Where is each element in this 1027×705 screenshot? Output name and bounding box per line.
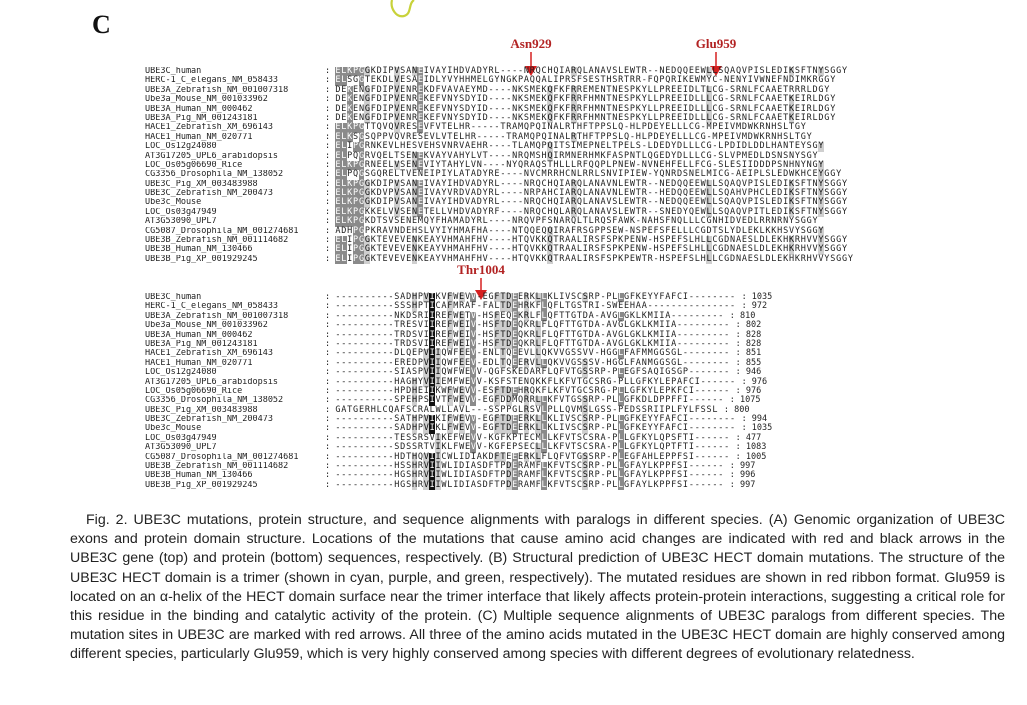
- sequence-name: UBE3C_Zebrafish_NM_200473: [145, 415, 273, 425]
- alignment-row: LOC_Os05g06690_Rice : E L K P G R N E E L V S E N E V I Y T A H Y L V N - - - - N Y Q R A Q S T H L L L R F Q Q P L P N E W - N V N E H F E L L F C G - S L E S I I D D D P S N H N Y N G Y: [145, 159, 824, 170]
- sequence-name: HERC-1_C_elegans_NM_058433: [145, 76, 279, 86]
- sequence-name: CG5087_Drosophila_NM_001274681: [145, 226, 299, 236]
- alignment-row: AT3G53090_UPL7 : - - - - - - - - - - S D S S R T V I K L F W E V V - K G F E P S E C L L L K F V T S C S R A - P L L G F K Y L Q P T F T I - - - - - - : 1083: [145, 442, 767, 453]
- sequence-name: AT3G17205_UPL6_arabidopsis: [145, 377, 279, 387]
- residue-count: : 1075: [729, 395, 761, 406]
- sequence-name: LOC_Os03g47949: [145, 207, 217, 217]
- sequence-residues: E L I P G G K T E V E V E N K E A Y V H M A H F H V - - - - H T Q V K K Q T R A A L I R S F S P K P E N W - H S P E F S L H L L C G D N A E S L D L E K H K R H V V Y S G G Y: [335, 235, 848, 246]
- alignment-row: AT3G53090_UPL7 : E L K P G K D T S V S E N E M Q Y F H A M A D Y R L - - - - N R Q V P F S N A R Q L T L R Q S F A W K - N A H S F N Q L L L C G N H I D V E D L R R N R N Y S G G Y: [145, 216, 818, 227]
- sequence-residues: - - - - - - - - - - S P E H P S I V T F W E V V - E G F D D M Q R R L L K F V T G S S R P - P L L G F K D L D P P F F I - - - - - -: [335, 395, 724, 406]
- figure-caption: [70, 511, 1005, 665]
- sequence-name: AT3G17205_UPL6_arabidopsis: [145, 151, 279, 161]
- alignment-row: UBE3C_Zebrafish_NM_200473 : E L K P G G K D V P V S A N E I V A Y V R D V A D Y R L - - - - N R P A H C I A R Q L A N A V N L E W T R - - H E D Q Q E E W L L S Q A H V P H C L E D I K S F T N Y S G G Y: [145, 188, 848, 199]
- residue-count: : 972: [741, 301, 768, 312]
- sequence-name: HACE1_Zebrafish_XM_696143: [145, 349, 273, 359]
- sequence-name: UBE3A_Zebrafish_NM_001007318: [145, 311, 289, 321]
- sequence-residues: E L K S G S Q P P V Q V R E S E V L V T E L H R - - - - - T R A M Q P Q I N A L R T H F T P P S L Q - H L P D E Y E L L L C G - M P E I V M D W K R N H S L T G Y: [335, 131, 812, 142]
- residue-count: : 996: [729, 470, 756, 481]
- alignment-row: CG5087_Drosophila_NM_001274681 : A D H P G P K R A V N D E H S L V Y I Y H M A F H A - - - - N T Q Q E Q Q I R A F R S G P P S E W - N S P E F S F E L L L C G D T S L Y D L E K L K K H S V Y S G G Y: [145, 225, 824, 236]
- alignment-row: LOC_Os03g47949 : - - - - - - - - - - T E S S R S V I K E F W E V V - K G F K P T E C M L L K F V T S C S R A - P L L G F K Y L Q P S F T I - - - - - - : 477: [145, 432, 762, 443]
- sequence-name: UBE3C_human: [145, 67, 202, 76]
- residue-count: : 994: [741, 414, 768, 425]
- alignment-row: UBE3C_Zebrafish_NM_200473 : - - - - - - - - - - S A T H P V I K I F W E V V - E G F T D E E R K L L K L I V S C S R P - P L L G F K E Y Y F A F C I - - - - - - - - : 994: [145, 414, 768, 425]
- sequence-name: UBE3A_Pig_NM_001243181: [145, 113, 258, 123]
- alignment-row: AT3G17205_UPL6_arabidopsis : E L P Q G R V Q E L T S E N E K V A Y V A H Y L V T - - - - N R Q M S H Q I R M N E R H M K F A S P N T L Q G E D Y D L L L C G - S L V P M E D L D S N S N Y S G Y: [145, 150, 818, 161]
- sequence-residues: D E K E N G F D I P V E N R E K E F V N Y S D Y I D - - - - N K S M E K Q F K F R R F H M N T N E S P K Y L L P R E E I D L L L C G - S R N L F C A A E T K E I R L D G Y: [335, 112, 836, 123]
- sequence-name: UBE3A_Human_NM_000462: [145, 104, 253, 114]
- sequence-residues: E L I P G G K T E V E V E N K E A Y V H M A H F H V - - - - H T Q V K K Q T R A A L I R S F S P K P E N W - H S P E F S L H L L C G D N A E S L D L E K H K R H V V Y S G G Y: [335, 244, 848, 255]
- sequence-residues: - - - - - - - - - - T R D S V I I R E F W E I V - H S F T D E Q K R L F L Q F T T G T D A - A V G L G K L K M I I A - - - - - - - - -: [335, 329, 730, 340]
- alignment-row: CG3356_Drosophila_NM_138052 : - - - - - - - - - - S P E H P S I V T F W E V V - E G F D D M Q R R L L K F V T G S S R P - P L L G F K D L D P P F F I - - - - - - : 1075: [145, 395, 761, 406]
- sequence-name: AT3G53090_UPL7: [145, 217, 217, 227]
- sequence-name: UBE3C_Zebrafish_NM_200473: [145, 189, 273, 199]
- sequence-residues: - - - - - - - - - - S A D H P V I K V F W E V V - E G F T D E E R K L L K L I V S C S R P - P L L G F K E Y Y F A F C I - - - - - - - -: [335, 292, 736, 302]
- sequence-residues: E L K P G R N E E L V S E N E V I Y T A H Y L V N - - - - N Y Q R A Q S T H L L L R F Q Q P L P N E W - N V N E H F E L L F C G - S L E S I I D D D P S N H N Y N G Y: [335, 159, 824, 170]
- sequence-name: UBE3C_Pig_XM_003483988: [145, 405, 258, 415]
- sequence-residues: E L K P G T T Q V Q V R E S E V F V T E L H R - - - - - T R A M Q P Q I N A L R T H F T P P S L Q - H L P D E Y E L L L C G - M P E I V M D W K R N H S L T G Y: [335, 122, 806, 133]
- alignment-row: CG3356_Drosophila_NM_138052 : E L P Q G S G Q R E L T V E N E I P I Y L A T A D Y R E - - - - N V C M R R H C N L R R L S N V I P I E W - Y Q N R D S N E L M I C G - A E I P L S L E D W K H C E Y G G Y: [145, 169, 842, 180]
- alignment-row: LOC_Os05g06690_Rice : - - - - - - - - - - H P D H E I I K W F W E V V - E S F T D E H R Q K F L K F V T G C S R G - P L L G F K Y L E P K F C I - - - - - - : 976: [145, 385, 762, 396]
- sequence-name: CG5087_Drosophila_NM_001274681: [145, 452, 299, 462]
- alignment-row: UBE3B_Human_NM_130466 : E L I P G G K T E V E V E N K E A Y V H M A H F H V - - - - H T Q V K K Q T R A A L I R S F S P K P E N W - H S P E F S L H L L C G D N A E S L D L E K H K R H V V Y S G G Y: [145, 244, 848, 255]
- sequence-name: HACE1_Human_NM_020771: [145, 132, 253, 142]
- residue-count: : 1083: [735, 442, 767, 453]
- sequence-residues: - - - - - - - - - - H S S H R V I I W L I D I A S D F T P D E R A M F L K F V T S C S R P - P L L G F A Y L K P P F S I - - - - - -: [335, 461, 724, 472]
- residue-count: : 1035: [741, 423, 773, 434]
- residue-count: : 976: [741, 376, 768, 387]
- sequence-residues: - - - - - - - - - - S A T H P V I K I F W E V V - E G F T D E E R K L L K L I V S C S R P - P L L G F K E Y Y F A F C I - - - - - - - -: [335, 414, 736, 425]
- sequence-name: LOC_Os12g24080: [145, 142, 217, 152]
- marker-label: Glu959: [695, 36, 737, 51]
- alignment-row: UBE3C_Pig_XM_003483988 : E L K P G G K D I P V S A N E I V A Y I H D V A D Y R L - - - - N R Q C H Q I A R Q L A N A V N L E W T R - - N E D Q Q E E W L L S Q A Q V P I S L E D I K S F T N Y S G G Y: [145, 178, 848, 189]
- sequence-residues: - - - - - - - - - - H A G H Y V I I E M F W E V V - K S F S T E N Q K K F L K F V T G C S R G - P L L G F K Y L E P A F C I - - - - - -: [335, 376, 736, 387]
- sequence-residues: E L K P G G K D I P V S A N E I V A Y I H D V A D Y R L - - - - N R Q C H Q I A R Q L A N A V S L E W T R - - N E D Q Q E E W L L S Q A Q V P I S L E D I K S F T N Y S G G Y: [335, 66, 848, 76]
- sequence-name: LOC_Os05g06690_Rice: [145, 160, 243, 170]
- sequence-residues: E L P Q G R V Q E L T S E N E K V A Y V A H Y L V T - - - - N R Q M S H Q I R M N E R H M K F A S P N T L Q G E D Y D L L L C G - S L V P M E D L D S N S N Y S G Y: [335, 150, 818, 161]
- panel-label: C: [92, 10, 111, 39]
- marker-label: Asn929: [510, 36, 552, 51]
- sequence-residues: - - - - - - - - - - D L Q E P V I I Q W F E E V - E N L T Q E E V L L Q K V V G S S V V - H G G L F A F M M G G S G L - - - - - - - -: [335, 348, 730, 359]
- residue-count: : 810: [729, 310, 756, 321]
- sequence-name: UBE3C_human: [145, 293, 202, 302]
- sequence-name: Ube3a_Mouse_NM_001033962: [145, 95, 268, 105]
- alignment-row: UBE3A_Pig_NM_001243181 : - - - - - - - - - - T R D S V I I R E F W E I V - H S F T D E Q K R L F L Q F T T G T D A - A V G L G K L K M I I A - - - - - - - - - : 828: [145, 338, 762, 349]
- residue-count: : 828: [735, 338, 762, 349]
- alignment-row: HACE1_Human_NM_020771 : E L K S G S Q P P V Q V R E S E V L V T E L H R - - - - - T R A M Q P Q I N A L R T H F T P P S L Q - H L P D E Y E L L L C G - M P E I V M D W K R N H S L T G Y: [145, 131, 812, 142]
- sequence-name: CG3356_Drosophila_NM_138052: [145, 396, 284, 406]
- sequence-name: UBE3B_Pig_XP_001929245: [145, 480, 258, 490]
- sequence-residues: - - - - - - - - - - S S S H P T I C A F M R A F - F A L T D E H R K F L Q F L T G S T R I - S W E E H A A - - - - - - - - - - - - - - -: [335, 301, 736, 312]
- alignment-block-top: [145, 67, 853, 264]
- alignment-row: LOC_Os03g47949 : E L K P G K K E L V V S E N E T E L L V H D V A D Y R F - - - - N R Q C H Q L A R Q L A N A V S L E W T R - - S N E D Y Q E W L L S Q A Q V P I T L E D I K S F T N Y S G G Y: [145, 206, 848, 217]
- sequence-name: UBE3A_Zebrafish_NM_001007318: [145, 85, 289, 95]
- alignment-row: UBE3A_Zebrafish_NM_001007318 : - - - - - - - - - - N K D S R I I R E F W E T V - H S F E Q E K R L F L Q F T T G T D A - A V G L G K L K M I I A - - - - - - - - - : 810: [145, 310, 756, 321]
- sequence-name: HACE1_Zebrafish_XM_696143: [145, 123, 273, 133]
- residue-count: : 828: [735, 329, 762, 340]
- sequence-name: Ube3c_Mouse: [145, 198, 202, 208]
- sequence-residues: - - - - - - - - - - E R E D P V I I Q W F E E V - E D L T Q E E R V L L Q K V V G S S S V - H G G L F A N M G G S G L - - - - - - - -: [335, 357, 730, 368]
- alignment-row: HERC-1_C_elegans_NM_058433 : - - - - - - - - - - S S S H P T I C A F M R A F - F A L T D E H R K F L Q F L T G S T R I - S W E E H A A - - - - - - - - - - - - - - - : 972: [145, 301, 768, 312]
- alignment-row: Ube3a_Mouse_NM_001033962 : D E K E N G F D I P V E N R E K E F V N Y S D Y I D - - - - N K S M E K Q F K F R R F H M N T N E S P K Y L L P R E E I D L L L C G - S R N L F C A A E T K E I R L D G Y: [145, 94, 836, 105]
- sequence-name: Ube3c_Mouse: [145, 424, 202, 434]
- alignment-row: AT3G17205_UPL6_arabidopsis : - - - - - - - - - - H A G H Y V I I E M F W E V V - K S F S T E N Q K K F L K F V T G C S R G - P L L G F K Y L E P A F C I - - - - - - : 976: [145, 376, 768, 387]
- sequence-name: UBE3B_Human_NM_130466: [145, 245, 253, 255]
- sequence-residues: - - - - - - - - - - T R E S V I I R E F W E I V - H S F T D E Q K R L F L Q F T T G T D A - A V G L G K L K M I I A - - - - - - - - -: [335, 320, 730, 331]
- alignment-row: UBE3A_Zebrafish_NM_001007318 : D E K E N G F D I P V E N R E K D F V A V A E Y M D - - - - N K S M E K Q F K F R R E M E N T N E S P K Y L L P R E E I D L T L C G - S R N L F C A A E T R R R L D G Y: [145, 84, 830, 95]
- alignment-row: HACE1_Zebrafish_XM_696143 : E L K P G T T Q V Q V R E S E V F V T E L H R - - - - - T R A M Q P Q I N A L R T H F T P P S L Q - H L P D E Y E L L L C G - M P E I V M D W K R N H S L T G Y: [145, 122, 806, 133]
- alignment-row: LOC_Os12g24080 : E L I P G R N K E V L H E S V E H S V N R V A E H R - - - - T L A M Q P Q I T S I M E P N E L T P E L S - L D E D Y D L L L C G - L P D I D L D D L H A N T E Y S G Y: [145, 141, 824, 152]
- sequence-name: UBE3A_Pig_NM_001243181: [145, 339, 258, 349]
- sequence-residues: - - - - - - - - - - H D T H Q V I I C W L I D I A K D F T E E E R K L F L Q F V T G S S R P - P L E G F A H L E P P F S I - - - - - -: [335, 451, 730, 462]
- alignment-row: UBE3B_Human_NM_130466 : - - - - - - - - - - H G S H R V I I W L I D I A S D F T P D E R A M F L K F V T S C S R P - P L L G F A Y L K P P F S I - - - - - - : 996: [145, 470, 756, 481]
- alignment-row: Ube3c_Mouse : E L K P G G K D I P V S A N E I V A Y I H D V A D Y R L - - - - N R Q C H Q I A R Q L A N A V S L E W T R - - N E D Q Q E E W L L S Q A Q V P I S L E D I K S F T N Y S G G Y: [145, 197, 848, 208]
- sequence-residues: E L I P G G K T E V E V E N K E A Y V H M A H F H V - - - - H T Q V K K Q T R A A L I R S F S P K P E W T R - H S P E F S L H L L C G D N A E S L D L E K H K R H V V Y S G G Y: [335, 253, 853, 264]
- sequence-residues: E L K P G G K D I P V S A N E I V A Y I H D V A D Y R L - - - - N R Q C H Q I A R Q L A N A V S L E W T R - - N E D Q Q E E W L L S Q A Q V P I S L E D I K S F T N Y S G G Y: [335, 197, 848, 208]
- residue-count: : 851: [735, 348, 762, 359]
- sequence-name: UBE3B_Zebrafish_NM_001114682: [145, 236, 289, 246]
- sequence-residues: - - - - - - - - - - S I A S P V I I Q W F W E V V - Q G F S K E D A R F L Q F V T G S S R P - P L E G F S A Q I G S G P - - - - - - -: [335, 367, 730, 378]
- alignment-row: UBE3B_Pig_XP_001929245 : E L I P G G K T E V E V E N K E A Y V H M A H F H V - - - - H T Q V K K Q T R A A L I R S F S P K P E W T R - H S P E F S L H L L C G D N A E S L D L E K H K R H V V Y S G G Y: [145, 253, 853, 264]
- sequence-name: CG3356_Drosophila_NM_138052: [145, 170, 284, 180]
- alignment-row: UBE3A_Pig_NM_001243181 : D E K E N G F D I P V E N R E K E F V N Y S D Y I D - - - - N K S M E K Q F K F R R F H M N T N E S P K Y L L P R E E I D L L L C G - S R N L F C A A E T K E I R L D G Y: [145, 112, 836, 123]
- sequence-residues: A D H P G P K R A V N D E H S L V Y I Y H M A F H A - - - - N T Q Q E Q Q I R A F R S G P P S E W - N S P E F S F E L L L C G D T S L Y D L E K L K K H S V Y S G G Y: [335, 225, 824, 236]
- sequence-name: UBE3B_Pig_XP_001929245: [145, 254, 258, 264]
- alignment-row: Ube3a_Mouse_NM_001033962 : - - - - - - - - - - T R E S V I I R E F W E I V - H S F T D E Q K R L F L Q F T T G T D A - A V G L G K L K M I I A - - - - - - - - - : 802: [145, 320, 762, 331]
- caption-text: Fig. 2. UBE3C mutations, protein structure, and sequence alignments with paralogs in different species. (A) Genomic organization of UBE3C exons and protein domain structure. Locations of the mutations that cause amino acid changes are indicated with red and black arrows in the UBE3C gene (top) and protein (bottom) sequences, respectively. (B) Structural prediction of UBE3C HECT domain mutations. The structure of the UBE3C HECT domain is a trimer (shown in cyan, purple, and green, respectively). The mutated residues are shown in red ribbon format. Glu959 is located on an α-helix of the HECT domain surface near the trimer interface that likely affects protein-protein interactions, suggesting a critical role for this residue in the binding and catalytic activity of the protein. (C) Multiple sequence alignments of UBE3C paralogs from different species. The mutation sites in UBE3C are marked with red arrows. All three of the amino acids mutated in the UBE3C HECT domain are highly conserved among different species, particularly Glu959, which is very highly conserved among species with different degrees of evolutionary relatedness.: [70, 512, 1005, 663]
- sequence-residues: - - - - - - - - - - H G S H R V I I W L I D I A S D F T P D E R A M F L K F V T S C S R P - P L L G F A Y L K P P F S I - - - - - -: [335, 470, 724, 481]
- alignment-row: UBE3C_Pig_XM_003483988 : G A T G E R H L C Q A F S C R A L W L L A V L - - - S S P P G L R S V L P L L Q V M S L G S S - P E D S S R I I P L F Y L F S S L : 800: [145, 404, 750, 415]
- sequence-residues: E L I P G R N K E V L H E S V E H S V N R V A E H R - - - - T L A M Q P Q I T S I M E P N E L T P E L S - L D E D Y D L L L C G - L P D I D L D D L H A N T E Y S G Y: [335, 141, 824, 152]
- residue-count: : 976: [735, 385, 762, 396]
- sequence-residues: - - - - - - - - - - H P D H E I I K W F W E V V - E S F T D E H R Q K F L K F V T G C S R G - P L L G F K Y L E P K F C I - - - - - -: [335, 385, 730, 396]
- sequence-residues: D E K E N G F D I P V E N R E K E F V N Y S D Y I D - - - - N K S M E K Q F K F R R F H M N T N E S P K Y L L P R E E I D L L L C G - S R N L F C A A E T K E I R L D G Y: [335, 94, 836, 105]
- residue-count: : 1035: [741, 292, 773, 302]
- alignment-row: LOC_Os12g24080 : - - - - - - - - - - S I A S P V I I Q W F W E V V - Q G F S K E D A R F L Q F V T G S S R P - P L E G F S A Q I G S G P - - - - - - - : 946: [145, 367, 762, 378]
- sequence-residues: - - - - - - - - - - S A D H P V I K L F W E V V - E G F T D E E R K L L K L I V S C S R P - P L L G F K E Y Y F A F C I - - - - - - - -: [335, 423, 736, 434]
- residue-count: : 997: [729, 479, 756, 490]
- sequence-name: LOC_Os05g06690_Rice: [145, 386, 243, 396]
- sequence-name: Ube3a_Mouse_NM_001033962: [145, 321, 268, 331]
- residue-count: : 802: [735, 320, 762, 331]
- figure-fragment: [388, 0, 418, 22]
- sequence-residues: E L K P G G K D V P V S A N E I V A Y V R D V A D Y R L - - - - N R P A H C I A R Q L A N A V N L E W T R - - H E D Q Q E E W L L S Q A H V P H C L E D I K S F T N Y S G G Y: [335, 188, 848, 199]
- sequence-name: LOC_Os12g24080: [145, 368, 217, 378]
- residue-count: : 800: [723, 404, 750, 415]
- residue-count: : 477: [735, 432, 762, 443]
- alignment-row: HACE1_Human_NM_020771 : - - - - - - - - - - E R E D P V I I Q W F E E V - E D L T Q E E R V L L Q K V V G S S S V - H G G L F A N M G G S G L - - - - - - - - : 855: [145, 357, 762, 368]
- sequence-residues: G A T G E R H L C Q A F S C R A L W L L A V L - - - S S P P G L R S V L P L L Q V M S L G S S - P E D S S R I I P L F Y L F S S L: [335, 404, 718, 415]
- sequence-residues: E L K P G K D T S V S E N E M Q Y F H A M A D Y R L - - - - N R Q V P F S N A R Q L T L R Q S F A W K - N A H S F N Q L L L C G N H I D V E D L R R N R N Y S G G Y: [335, 216, 818, 227]
- sequence-name: UBE3B_Zebrafish_NM_001114682: [145, 462, 289, 472]
- residue-count: : 997: [729, 461, 756, 472]
- alignment-row: UBE3A_Human_NM_000462 : D E K E N G F D I P V E N R E K E F V N Y S D Y I D - - - - N K S M E K Q F K F R R F H M N T N E S P K Y L L P R E E I D L L L C G - S R N L F C A A E T K E I R L D G Y: [145, 103, 836, 114]
- sequence-residues: - - - - - - - - - - H G S H R V I I W L I D I A S D F T P D E R A M F L K F V T S C S R P - P L L G F A Y L K P P F S I - - - - - -: [335, 479, 724, 490]
- marker-label: Thr1004: [457, 262, 505, 277]
- sequence-residues: D E K E N G F D I P V E N R E K E F V N Y S D Y I D - - - - N K S M E K Q F K F R R F H M N T N E S P K Y L L P R E E I D L L L C G - S R N L F C A A E T K E I R L D G Y: [335, 103, 836, 114]
- alignment-row: CG5087_Drosophila_NM_001274681 : - - - - - - - - - - H D T H Q V I I C W L I D I A K D F T E E E R K L F L Q F V T G S S R P - P L E G F A H L E P P F S I - - - - - - : 1005: [145, 451, 767, 462]
- sequence-name: LOC_Os03g47949: [145, 433, 217, 443]
- alignment-row: UBE3A_Human_NM_000462 : - - - - - - - - - - T R D S V I I R E F W E I V - H S F T D E Q K R L F L Q F T T G T D A - A V G L G K L K M I I A - - - - - - - - - : 828: [145, 329, 762, 340]
- alignment-row: UBE3B_Zebrafish_NM_001114682 : E L I P G G K T E V E V E N K E A Y V H M A H F H V - - - - H T Q V K K Q T R A A L I R S F S P K P E N W - H S P E F S L H L L C G D N A E S L D L E K H K R H V V Y S G G Y: [145, 235, 848, 246]
- alignment-row: HERC-1_C_elegans_NM_058433 : E L S G G T E K D L V E S A E I D L Y V Y H H M E L G Y N G K P A Q Q A L I P R S F S E S T H S R T R R - F Q P Q R I K E W M Y C - N E N Y I V W N E F N D I M K R G G Y: [145, 75, 836, 86]
- sequence-residues: E L K P G G K D I P V S A N E I V A Y I H D V A D Y R L - - - - N R Q C H Q I A R Q L A N A V N L E W T R - - N E D Q Q E E W L L S Q A Q V P I S L E D I K S F T N Y S G G Y: [335, 178, 848, 189]
- sequence-name: AT3G53090_UPL7: [145, 443, 217, 453]
- sequence-residues: - - - - - - - - - - T R D S V I I R E F W E I V - H S F T D E Q K R L F L Q F T T G T D A - A V G L G K L K M I I A - - - - - - - - -: [335, 338, 730, 349]
- alignment-row: UBE3C_human : - - - - - - - - - - S A D H P V I K V F W E V V - E G F T D E E R K L L K L I V S C S R P - P L L G F K E Y Y F A F C I - - - - - - - - : 1035: [145, 292, 773, 302]
- sequence-name: UBE3A_Human_NM_000462: [145, 330, 253, 340]
- alignment-row: HACE1_Zebrafish_XM_696143 : - - - - - - - - - - D L Q E P V I I Q W F E E V - E N L T Q E E V L L Q K V V G S S V V - H G G L F A F M M G G S G L - - - - - - - - : 851: [145, 348, 762, 359]
- sequence-name: HACE1_Human_NM_020771: [145, 358, 253, 368]
- sequence-residues: - - - - - - - - - - T E S S R S V I K E F W E V V - K G F K P T E C M L L K F V T S C S R A - P L L G F K Y L Q P S F T I - - - - - -: [335, 432, 730, 443]
- alignment-row: UBE3B_Zebrafish_NM_001114682 : - - - - - - - - - - H S S H R V I I W L I D I A S D F T P D E R A M F L K F V T S C S R P - P L L G F A Y L K P P F S I - - - - - - : 997: [145, 461, 756, 472]
- sequence-name: UBE3B_Human_NM_130466: [145, 471, 253, 481]
- alignment-row: Ube3c_Mouse : - - - - - - - - - - S A D H P V I K L F W E V V - E G F T D E E R K L L K L I V S C S R P - P L L G F K E Y Y F A F C I - - - - - - - - : 1035: [145, 423, 773, 434]
- residue-count: : 946: [735, 367, 762, 378]
- sequence-residues: - - - - - - - - - - S D S S R T V I K L F W E V V - K G F E P S E C L L L K F V T S C S R A - P L L G F K Y L Q P T F T I - - - - - -: [335, 442, 730, 453]
- sequence-residues: E L P Q G S G Q R E L T V E N E I P I Y L A T A D Y R E - - - - N V C M R R H C N L R R L S N V I P I E W - Y Q N R D S N E L M I C G - A E I P L S L E D W K H C E Y G G Y: [335, 169, 842, 180]
- alignment-row: UBE3B_Pig_XP_001929245 : - - - - - - - - - - H G S H R V I I W L I D I A S D F T P D E R A M F L K F V T S C S R P - P L L G F A Y L K P P F S I - - - - - - : 997: [145, 479, 756, 490]
- residue-count: : 855: [735, 357, 762, 368]
- alignment-row: UBE3C_human : E L K P G G K D I P V S A N E I V A Y I H D V A D Y R L - - - - N R Q C H Q I A R Q L A N A V S L E W T R - - N E D Q Q E E W L L S Q A Q V P I S L E D I K S F T N Y S G G Y: [145, 66, 848, 76]
- sequence-name: UBE3C_Pig_XM_003483988: [145, 179, 258, 189]
- alignment-block-bottom: [145, 293, 772, 490]
- residue-count: : 1005: [735, 451, 767, 462]
- sequence-name: HERC-1_C_elegans_NM_058433: [145, 302, 279, 312]
- sequence-residues: E L S G G T E K D L V E S A E I D L Y V Y H H M E L G Y N G K P A Q Q A L I P R S F S E S T H S R T R R - F Q P Q R I K E W M Y C - N E N Y I V W N E F N D I M K R G G Y: [335, 75, 836, 86]
- sequence-residues: D E K E N G F D I P V E N R E K D F V A V A E Y M D - - - - N K S M E K Q F K F R R E M E N T N E S P K Y L L P R E E I D L T L C G - S R N L F C A A E T R R R L D G Y: [335, 84, 830, 95]
- sequence-residues: - - - - - - - - - - N K D S R I I R E F W E T V - H S F E Q E K R L F L Q F T T G T D A - A V G L G K L K M I I A - - - - - - - - -: [335, 310, 724, 321]
- sequence-residues: E L K P G K K E L V V S E N E T E L L V H D V A D Y R F - - - - N R Q C H Q L A R Q L A N A V S L E W T R - - S N E D Y Q E W L L S Q A Q V P I T L E D I K S F T N Y S G G Y: [335, 206, 848, 217]
